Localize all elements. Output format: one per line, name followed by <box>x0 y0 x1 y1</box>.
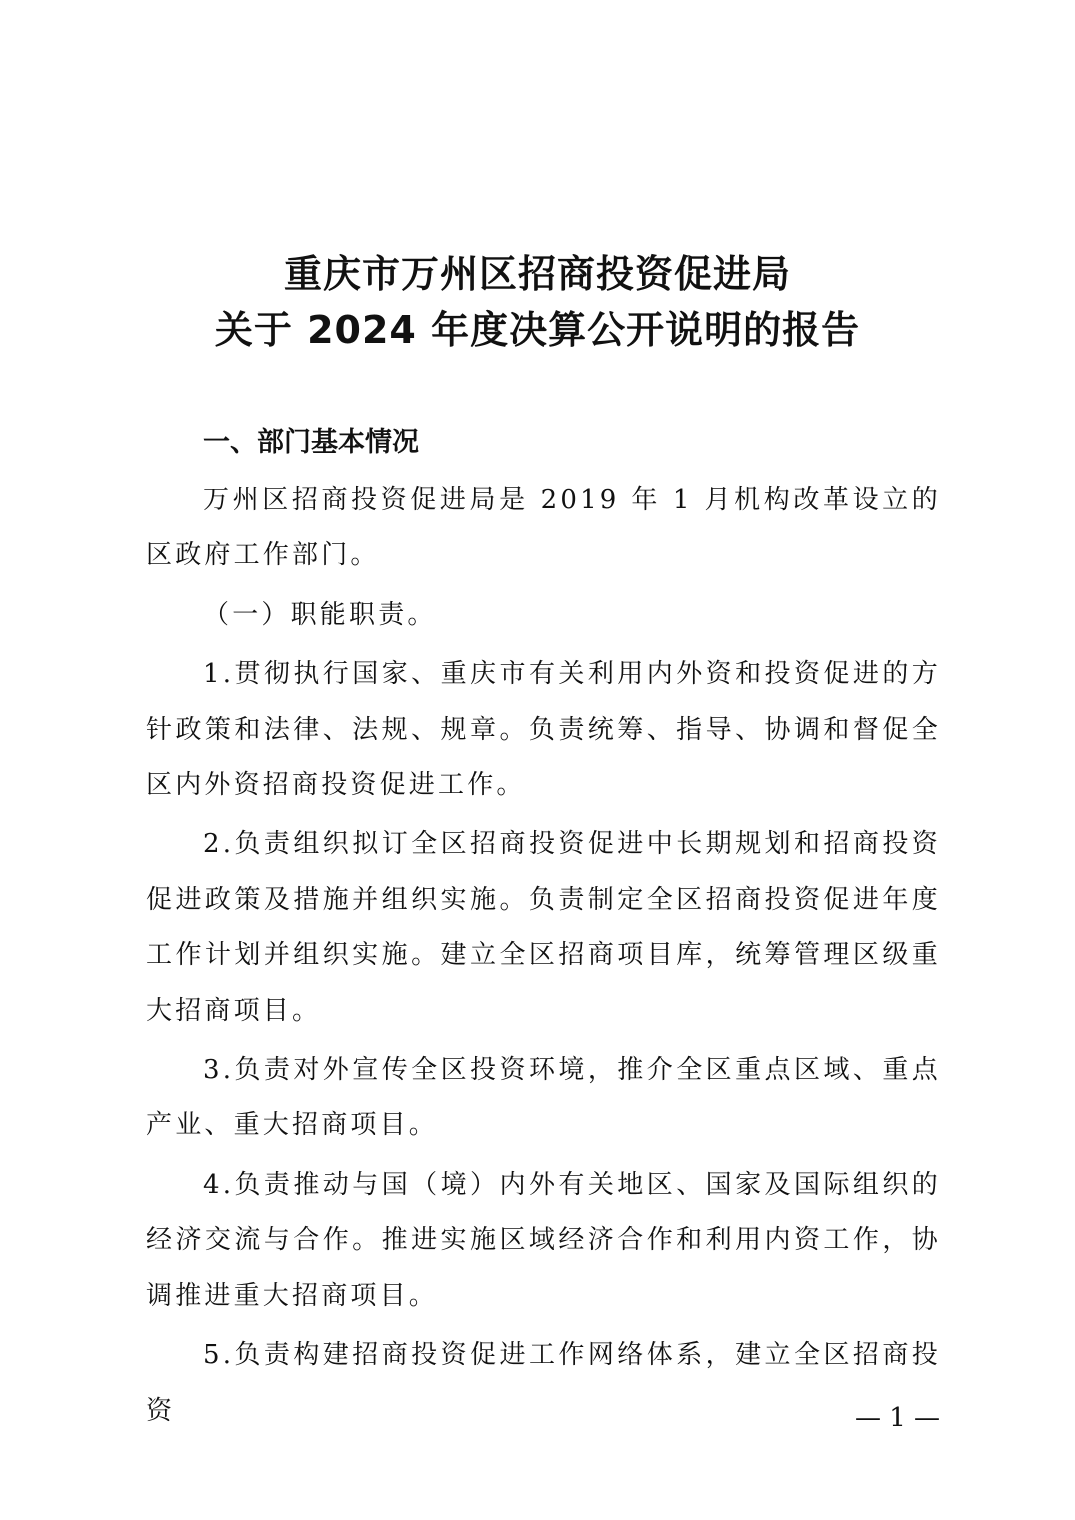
duty-paragraph-4: 4.负责推动与国（境）内外有关地区、国家及国际组织的经济交流与合作。推进实施区域经济合作和利用内资工作，协调推进重大招商项目。 <box>146 1169 941 1311</box>
duty-paragraph-3: 3.负责对外宣传全区投资环境，推介全区重点区域、重点产业、重大招商项目。 <box>146 1055 941 1141</box>
duty-paragraph-1: 1.贯彻执行国家、重庆市有关利用内外资和投资促进的方针政策和法律、法规、规章。负责统筹、指导、协调和督促全区内外资招商投资促进工作。 <box>146 659 941 801</box>
duty-paragraph-2: 2.负责组织拟订全区招商投资促进中长期规划和招商投资促进政策及措施并组织实施。负责制定全区招商投资促进年度工作计划并组织实施。建立全区招商项目库，统筹管理区级重大招商项目。 <box>146 829 941 1026</box>
section-heading: 一、部门基本情况 <box>203 427 419 458</box>
document-title <box>0 246 1075 358</box>
intro-paragraph: 万州区招商投资促进局是 2019 年 1 月机构改革设立的区政府工作部门。 <box>146 485 941 571</box>
title-line-1: 重庆市万州区招商投资促进局 <box>283 252 791 296</box>
document-body <box>146 417 941 1439</box>
subsection-heading: （一）职能职责。 <box>203 599 437 630</box>
duty-paragraph-5: 5.负责构建招商投资促进工作网络体系，建立全区招商投资 <box>146 1340 941 1426</box>
title-line-2: 关于 2024 年度决算公开说明的报告 <box>214 308 861 352</box>
page-number: — 1 — <box>854 1403 941 1433</box>
